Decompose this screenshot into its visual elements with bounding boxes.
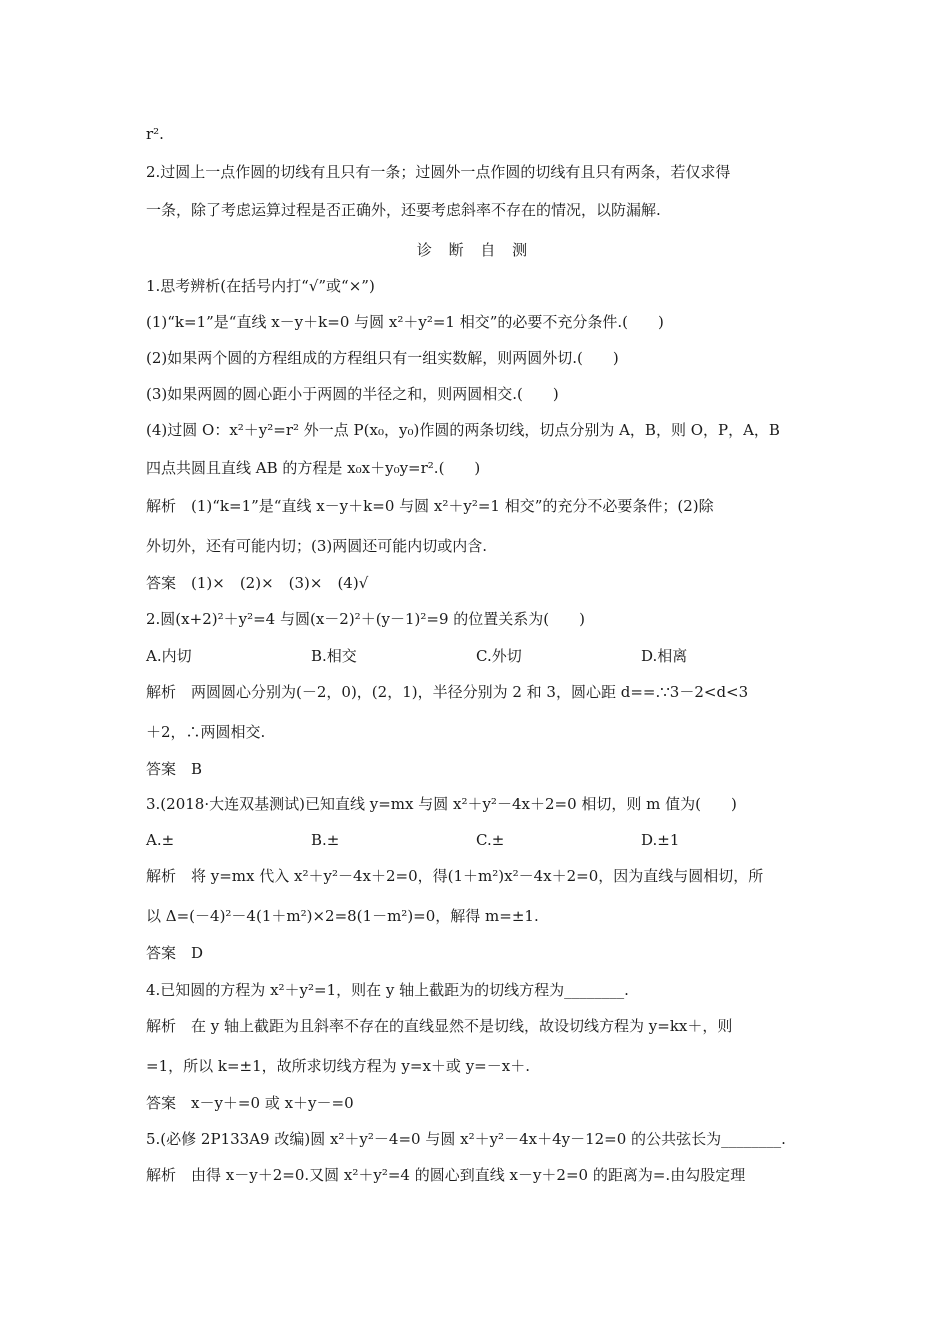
text-line: (4)过圆 O：x²＋y²=r² 外一点 P(x₀，y₀)作圆的两条切线，切点分别为 A，B，则 O，P，A，B (146, 421, 780, 439)
q2-options (146, 646, 812, 666)
analysis-line: 解析 两圆圆心分别为(－2，0)，(2，1)，半径分别为 2 和 3，圆心距 d==.∵3－2<d<3 (146, 683, 749, 701)
analysis-line: 解析 在 y 轴上截距为且斜率不存在的直线显然不是切线，故设切线方程为 y=kx＋，则 (146, 1017, 733, 1035)
analysis-line: 解析 (1)“k=1”是“直线 x－y＋k=0 与圆 x²＋y²=1 相交”的充分不必要条件；(2)除 (146, 497, 714, 515)
q3-options (146, 830, 812, 850)
analysis-line: =1，所以 k=±1，故所求切线方程为 y=x＋或 y=－x＋. (146, 1057, 530, 1075)
option-b: B.相交 (311, 647, 357, 665)
question-heading: 2.圆(x+2)²＋y²=4 与圆(x－2)²＋(y－1)²=9 的位置关系为( ) (146, 610, 586, 628)
option-c: C.外切 (476, 647, 522, 665)
section-title: 诊 断 自 测 (416, 241, 534, 259)
text-line: r². (146, 125, 164, 143)
analysis-line: 解析 由得 x－y＋2=0.又圆 x²＋y²=4 的圆心到直线 x－y＋2=0 的距离为=.由勾股定理 (146, 1166, 746, 1184)
option-c: C.± (476, 831, 505, 849)
option-a: A.± (146, 831, 175, 849)
question-heading: 1.思考辨析(在括号内打“√”或“×”) (146, 277, 375, 295)
question-heading: 5.(必修 2P133A9 改编)圆 x²＋y²－4=0 与圆 x²＋y²－4x＋4y－12=0 的公共弦长为________. (146, 1130, 786, 1148)
text-line: (2)如果两个圆的方程组成的方程组只有一组实数解，则两圆外切.( ) (146, 349, 619, 367)
answer-line: 答案 x－y＋=0 或 x＋y－=0 (146, 1094, 354, 1112)
analysis-line: 以 Δ=(－4)²－4(1＋m²)×2=8(1－m²)=0，解得 m=±1. (146, 907, 539, 925)
analysis-line: ＋2，∴两圆相交. (146, 723, 266, 741)
text-line: 2.过圆上一点作圆的切线有且只有一条；过圆外一点作圆的切线有且只有两条，若仅求得 (146, 163, 731, 181)
question-heading: 3.(2018·大连双基测试)已知直线 y=mx 与圆 x²＋y²－4x＋2=0 相切，则 m 值为( ) (146, 795, 737, 813)
question-heading: 4.已知圆的方程为 x²＋y²=1，则在 y 轴上截距为的切线方程为________. (146, 981, 629, 999)
option-d: D.±1 (641, 831, 680, 849)
text-line: 四点共圆且直线 AB 的方程是 x₀x＋y₀y=r².( ) (146, 459, 481, 477)
option-d: D.相离 (641, 647, 688, 665)
text-line: (1)“k=1”是“直线 x－y＋k=0 与圆 x²＋y²=1 相交”的必要不充分条件.( ) (146, 313, 664, 331)
analysis-line: 外切外，还有可能内切；(3)两圆还可能内切或内含. (146, 537, 488, 555)
analysis-line: 解析 将 y=mx 代入 x²＋y²－4x＋2=0，得(1＋m²)x²－4x＋2=0，因为直线与圆相切，所 (146, 867, 764, 885)
answer-line: 答案 D (146, 944, 204, 962)
answer-line: 答案 B (146, 760, 203, 778)
option-a: A.内切 (146, 647, 192, 665)
option-b: B.± (311, 831, 340, 849)
answer-line: 答案 (1)× (2)× (3)× (4)√ (146, 574, 369, 592)
text-line: 一条，除了考虑运算过程是否正确外，还要考虑斜率不存在的情况，以防漏解. (146, 201, 661, 219)
text-line: (3)如果两圆的圆心距小于两圆的半径之和，则两圆相交.( ) (146, 385, 559, 403)
